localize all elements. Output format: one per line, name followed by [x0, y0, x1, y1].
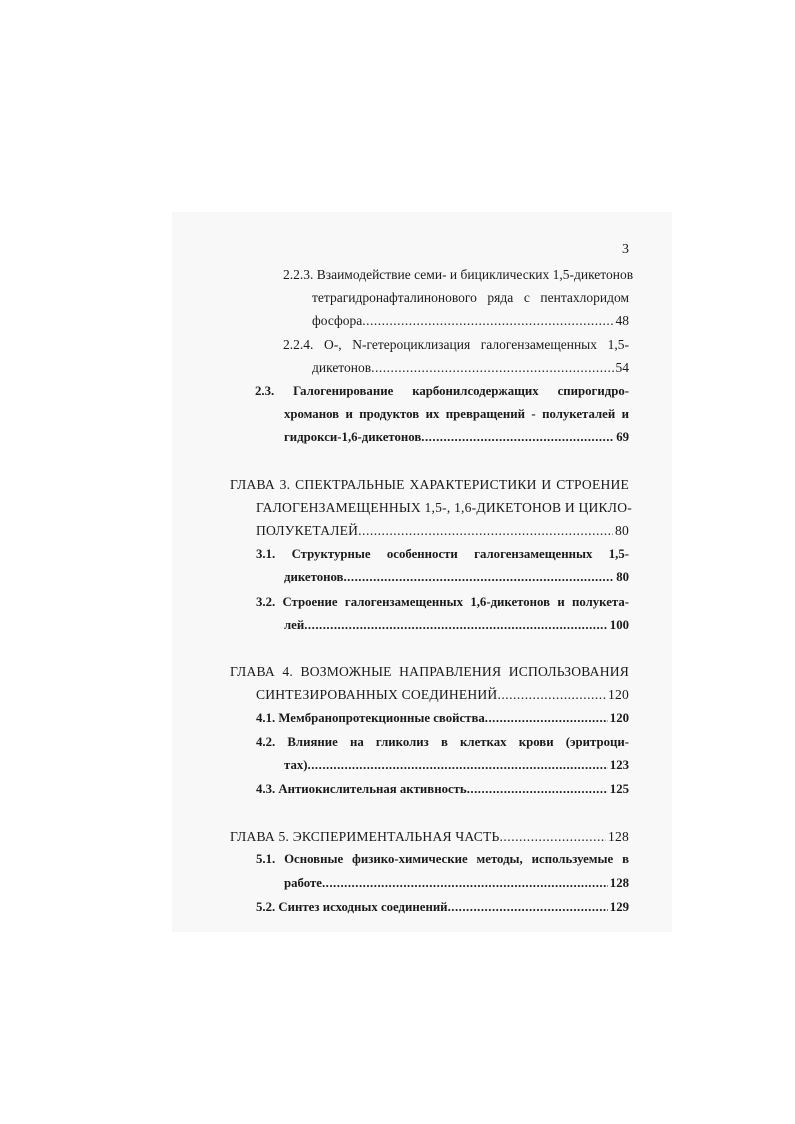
toc-page-ref: 80	[615, 523, 629, 539]
toc-entry-4-2[interactable]	[256, 731, 629, 754]
toc-line: 3.2. Строение галогензамещенных 1,6-дикетонов и полукета-	[256, 595, 629, 609]
toc-line-last	[256, 683, 629, 706]
toc-last-text: работе	[284, 876, 322, 890]
toc-entry-5-2[interactable]	[256, 896, 629, 919]
toc-entry-2-2-4[interactable]	[283, 333, 629, 356]
toc-entry-5-1-cont[interactable]	[284, 872, 629, 895]
toc-last-text: дикетонов	[284, 570, 344, 584]
toc-page-ref: 120	[609, 711, 629, 725]
toc-line-last	[312, 356, 629, 379]
toc-entry-5-1[interactable]	[256, 848, 629, 871]
toc-line: 2.2.4. О-, N-гетероциклизация галогензамещенных 1,5-	[283, 337, 629, 352]
toc-line-last	[230, 825, 629, 848]
toc-chapter-4-cont[interactable]	[256, 683, 629, 706]
toc-last-text: лей	[284, 618, 305, 632]
page-number: 3	[622, 242, 630, 257]
toc-line-last	[284, 754, 629, 777]
toc-last-text: 4.1. Мембранопротекционные свойства	[256, 711, 485, 725]
leader-dots	[500, 825, 607, 848]
toc-entry-4-3[interactable]	[256, 778, 629, 801]
leader-dots	[467, 778, 608, 801]
toc-line: 2.2.3. Взаимодействие семи- и бициклических 1,5-дикетонов	[283, 267, 634, 282]
toc-entry-2-2-3-cont[interactable]	[312, 286, 629, 333]
leader-dots	[308, 754, 608, 777]
toc-line: ГЛАВА 3. СПЕКТРАЛЬНЫЕ ХАРАКТЕРИСТИКИ И СТРОЕНИЕ	[230, 477, 629, 492]
toc-page-ref: 69	[616, 430, 629, 445]
toc-page-ref: 129	[609, 900, 629, 914]
leader-dots	[448, 896, 608, 919]
toc-line: ГЛАВА 4. ВОЗМОЖНЫЕ НАПРАВЛЕНИЯ ИСПОЛЬЗОВАНИЯ	[230, 664, 629, 679]
toc-chapter-4[interactable]	[230, 660, 629, 683]
toc-last-text: СИНТЕЗИРОВАННЫХ СОЕДИНЕНИЙ	[256, 687, 498, 702]
toc-last-text: дикетонов	[312, 360, 372, 375]
toc-last-text: 4.3. Антиокислительная активность	[256, 782, 467, 796]
leader-dots	[362, 309, 613, 332]
leader-dots	[421, 426, 614, 449]
toc-line: 4.2. Влияние на гликолиз в клетках крови (эритроци-	[256, 735, 629, 749]
toc-entry-3-2[interactable]	[256, 591, 629, 614]
toc-entry-4-2-cont[interactable]	[284, 754, 629, 777]
leader-dots	[497, 683, 606, 706]
toc-line: ГАЛОГЕНЗАМЕЩЕННЫХ 1,5-, 1,6-ДИКЕТОНОВ И ЦИКЛО-	[256, 500, 632, 515]
leader-dots	[343, 566, 614, 589]
toc-page-ref: 120	[608, 687, 629, 702]
toc-last-text: ПОЛУКЕТАЛЕЙ	[256, 523, 359, 539]
leader-dots	[322, 872, 608, 895]
toc-line-last	[284, 566, 629, 589]
toc-line-last	[256, 778, 629, 801]
toc-page-ref: 48	[615, 313, 629, 329]
toc-last-text: ГЛАВА 5. ЭКСПЕРИМЕНТАЛЬНАЯ ЧАСТЬ	[230, 829, 500, 844]
toc-entry-3-1[interactable]	[256, 543, 629, 566]
toc-line: 5.1. Основные физико-химические методы, используемые в	[256, 852, 629, 866]
toc-line: хроманов и продуктов их превращений - полукеталей и	[284, 407, 629, 421]
toc-page-ref: 123	[609, 758, 629, 772]
toc-last-text: тах)	[284, 758, 308, 772]
toc-chapter-3[interactable]	[230, 473, 629, 496]
toc-last-text: 5.2. Синтез исходных соединений	[256, 900, 448, 914]
toc-chapter-5[interactable]	[230, 825, 629, 848]
toc-page-ref: 125	[609, 782, 629, 796]
toc-line: 2.3. Галогенирование карбонилсодержащих спирогидро-	[255, 384, 629, 398]
leader-dots	[485, 707, 608, 730]
toc-line-last	[312, 309, 629, 332]
toc-line-last	[284, 872, 629, 895]
leader-dots	[304, 614, 608, 637]
toc-line-last	[256, 519, 629, 542]
toc-chapter-3-cont[interactable]	[256, 496, 632, 543]
toc-entry-2-3-cont[interactable]	[284, 403, 629, 450]
leader-dots	[358, 519, 613, 542]
toc-entry-4-1[interactable]	[256, 707, 629, 730]
toc-last-text: фосфора	[312, 313, 363, 329]
leader-dots	[371, 356, 613, 379]
toc-page-ref: 100	[609, 618, 629, 632]
toc-line-last	[284, 426, 629, 449]
toc-page-ref: 128	[608, 829, 629, 844]
toc-line-last	[256, 896, 629, 919]
toc-entry-3-2-cont[interactable]	[284, 614, 629, 637]
toc-entry-2-2-3[interactable]	[283, 263, 634, 286]
toc-page-ref: 128	[609, 876, 629, 890]
toc-line-last	[284, 614, 629, 637]
toc-last-text: гидрокси-1,6-дикетонов	[284, 430, 422, 445]
toc-entry-3-1-cont[interactable]	[284, 566, 629, 589]
toc-line: 3.1. Структурные особенности галогензамещенных 1,5-	[256, 547, 629, 561]
toc-line-last	[256, 707, 629, 730]
toc-entry-2-2-4-cont[interactable]	[312, 356, 629, 379]
toc-page-ref: 54	[615, 360, 629, 375]
toc-line: тетрагидронафталинонового ряда с пентахлоридом	[312, 290, 629, 305]
toc-page-ref: 80	[616, 570, 629, 584]
toc-entry-2-3[interactable]	[255, 380, 629, 403]
